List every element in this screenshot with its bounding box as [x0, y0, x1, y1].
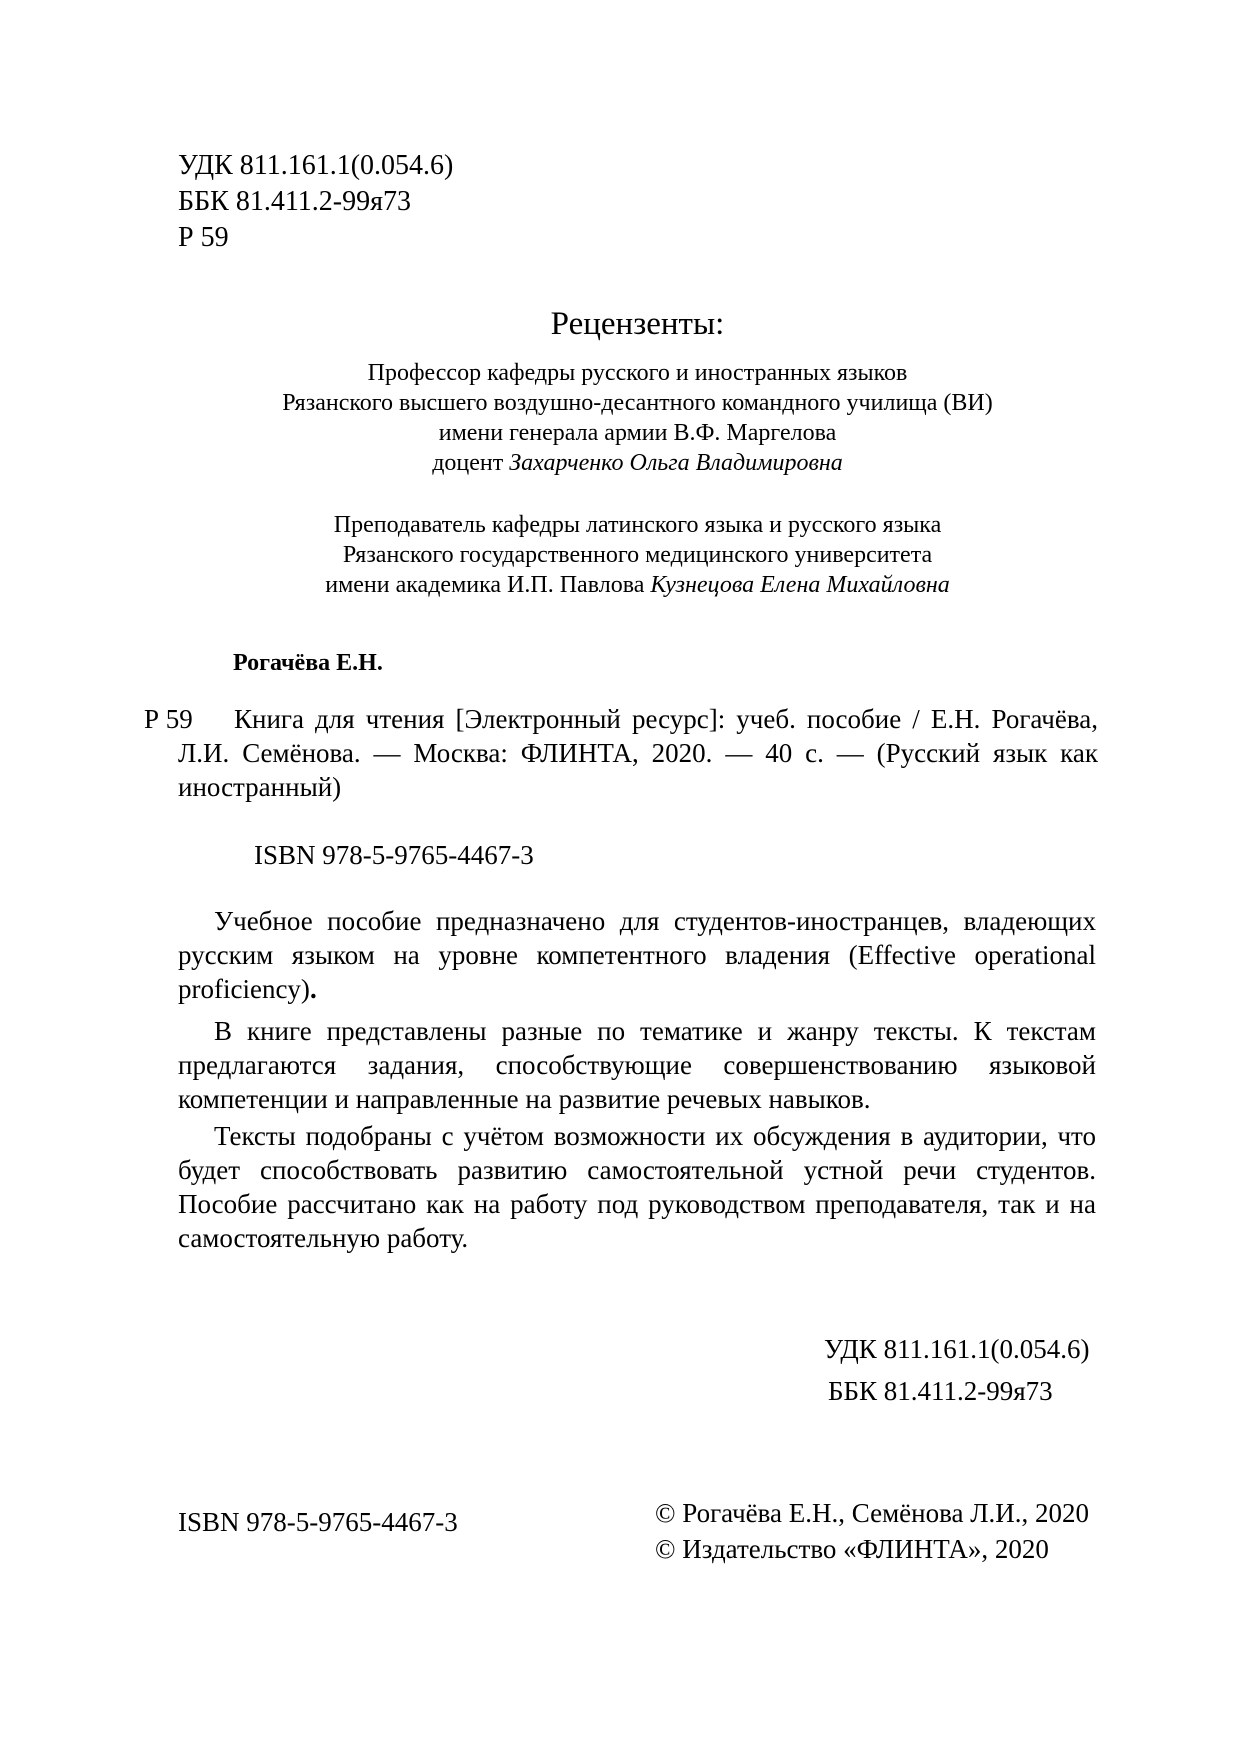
- footer-copyright: [655, 1495, 1089, 1567]
- index-block-top: [178, 148, 453, 256]
- copyright-publisher: © Издательство «ФЛИНТА», 2020: [655, 1534, 1049, 1564]
- catalog-code: Р 59: [144, 704, 193, 734]
- reviewer-1-block: [0, 358, 1241, 478]
- annotation-paragraph-2: В книге представлены разные по тематике и жанру тексты. К текстам предлагаются задания, способствующие совершенствованию языковой компетенции и направленные на развитие речевых навыков.: [178, 1016, 1096, 1114]
- bbk-code: ББК 81.411.2-99я73: [178, 186, 411, 217]
- udk-code-bottom: УДК 811.161.1(0.054.6): [824, 1334, 1090, 1364]
- footer-isbn: ISBN 978-5-9765-4467-3: [178, 1507, 458, 1537]
- author-sign-code: Р 59: [178, 222, 229, 253]
- author-name: Рогачёва Е.Н.: [233, 650, 383, 676]
- annotation-paragraph-1-end: .: [309, 974, 317, 1004]
- reviewer-1-title: доцент: [432, 450, 504, 476]
- reviewer-2-name-line: [0, 570, 1241, 600]
- isbn-line: ISBN 978-5-9765-4467-3: [254, 840, 534, 870]
- reviewers-heading: Рецензенты:: [550, 306, 725, 342]
- index-block-bottom: [824, 1328, 1090, 1412]
- reviewer-1-name: Захарченко Ольга Владимировна: [509, 450, 843, 476]
- annotation-paragraph-1-text: Учебное пособие предназначено для студентов-иностранцев, владеющих русским языком на уровне компетентного владения (Effective operational proficiency): [178, 906, 1096, 1004]
- reviewer-1-name-line: [0, 448, 1241, 478]
- annotation-paragraph-3: Тексты подобраны с учётом возможности их обсуждения в аудитории, что будет способствовать развитию самостоятельной устной речи студентов. Пособие рассчитано как на работу под руководством преподавателя, так и на самостоятельную работу.: [178, 1121, 1096, 1253]
- reviewer-2-block: [0, 510, 1241, 600]
- annotation-paragraph-1: [178, 904, 1096, 1006]
- reviewer-1-institution: Рязанского высшего воздушно-десантного командного училища (ВИ): [282, 390, 993, 416]
- catalog-description: Книга для чтения [Электронный ресурс]: учеб. пособие / Е.Н. Рогачёва, Л.И. Семёнова. — Москва: ФЛИНТА, 2020. — 40 с. — (Русский язык как иностранный): [178, 704, 1098, 802]
- reviewer-1-position: Профессор кафедры русского и иностранных языков: [367, 360, 908, 386]
- reviewer-1-institution-name: имени генерала армии В.Ф. Маргелова: [438, 420, 837, 446]
- reviewer-2-institution-name: имени академика И.П. Павлова: [325, 572, 645, 598]
- copyright-authors: © Рогачёва Е.Н., Семёнова Л.И., 2020: [655, 1498, 1090, 1528]
- udk-code: УДК 811.161.1(0.054.6): [178, 150, 454, 181]
- reviewer-2-institution: Рязанского государственного медицинского университета: [342, 542, 933, 568]
- reviewer-2-name: Кузнецова Елена Михайловна: [650, 572, 950, 598]
- reviewer-2-position: Преподаватель кафедры латинского языка и русского языка: [333, 512, 942, 538]
- bbk-code-bottom: ББК 81.411.2-99я73: [828, 1376, 1053, 1406]
